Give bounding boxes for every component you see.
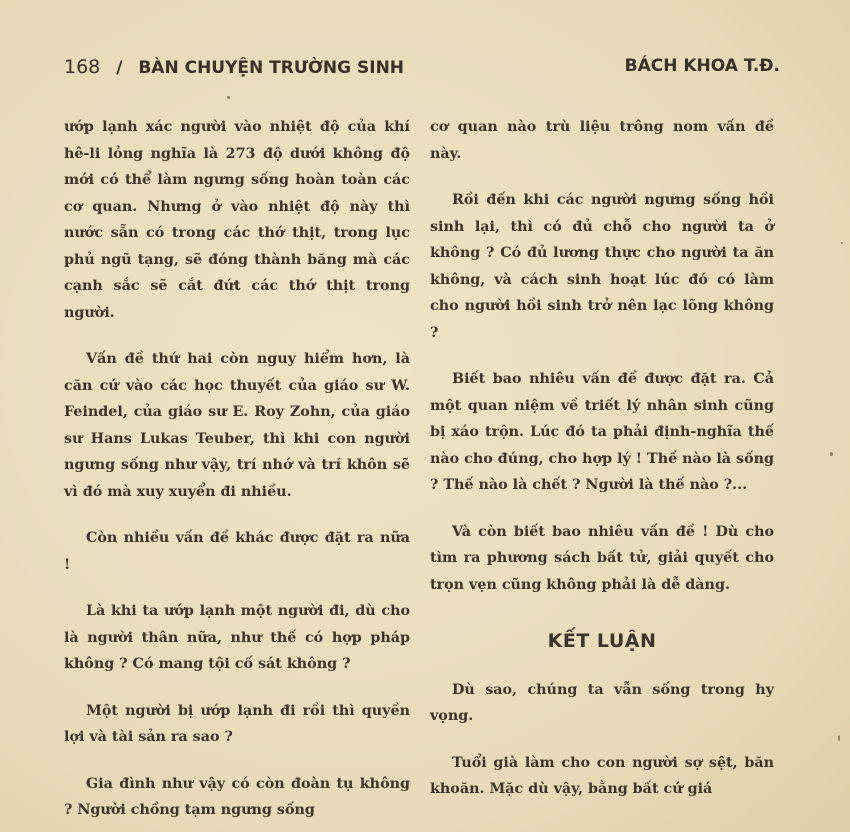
paragraph: Rồi đến khi các người ngưng sống hồi sinh lại, thì có đủ chỗ cho người ta ở không ? Có đủ lương thực cho người ta ăn không, và cách sinh hoạt lúc đó có làm cho người hồi sinh trở nên lạc lõng không ?: [430, 192, 774, 341]
paragraph: Tuổi già làm cho con người sợ sệt, băn khoăn. Mặc dù vậy, bằng bất cứ giá: [430, 754, 774, 797]
header-separator: /: [116, 58, 123, 78]
paragraph: Là khi ta ướp lạnh một người đi, dù cho là người thân nữa, như thế có hợp pháp không ? Có mang tội cố sát không ?: [64, 603, 410, 672]
publication-name: BÁCH KHOA T.Đ.: [624, 56, 780, 76]
paper-speck: [227, 96, 230, 99]
left-column: [64, 114, 410, 832]
paragraph: Còn nhiều vấn đề khác được đặt ra nữa !: [64, 530, 410, 573]
paragraph: Gia đình như vậy có còn đoàn tụ không ? Người chồng tạm ngưng sống: [64, 775, 410, 818]
right-column: [430, 114, 774, 823]
paragraph: Dù sao, chúng ta vẫn sống trong hy vọng.: [430, 681, 774, 724]
header-left: [64, 56, 404, 78]
paper-speck: [838, 735, 840, 741]
paragraph: cơ quan nào trù liệu trông nom vấn đề này.: [430, 119, 774, 162]
paragraph: Và còn biết bao nhiêu vấn đề ! Dù cho tìm ra phương sách bất tử, giải quyết cho trọn vẹn cũng không phải là dễ dàng.: [430, 523, 774, 593]
section-title: BÀN CHUYỆN TRƯỜNG SINH: [138, 58, 405, 78]
paragraph: ướp lạnh xác người vào nhiệt độ của khí hê-li lỏng nghĩa là 273 độ dưới không độ mới có thể làm ngưng sống hoàn toàn các cơ quan. Nhưng ở vào nhiệt độ này thì nước sẵn có trong các thớ thịt, trong lục phủ ngũ tạng, sẽ đóng thành băng mà các cạnh sắc sẽ cắt đứt các thớ thịt trong người.: [64, 119, 410, 321]
paper-speck: [841, 242, 843, 244]
section-heading: KẾT LUẬN: [547, 630, 657, 652]
paragraph: Vấn đề thứ hai còn nguy hiểm hơn, là căn cứ vào các học thuyết của giáo sư W. Feindel, của giáo sư E. Roy Zohn, của giáo sư Hans Lukas Teuber, thì khi con người ngưng sống như vậy, trí nhớ và trí khôn sẽ vì đó mà xuy xuyển đi nhiều.: [64, 351, 410, 500]
paragraph: Một người bị ướp lạnh đi rồi thì quyền lợi và tài sản ra sao ?: [64, 702, 410, 745]
paper-speck: [830, 452, 833, 456]
running-header: [64, 52, 780, 86]
page-number: 168: [64, 56, 101, 78]
paragraph: Biết bao nhiêu vấn đề được đặt ra. Cả một quan niệm về triết lý nhân sinh cũng bị xáo trộn. Lúc đó ta phải định-nghĩa thế nào cho đúng, cho hợp lý ! Thế nào là sống ? Thế nào là chết ? Người là thế nào ?...: [430, 371, 774, 493]
